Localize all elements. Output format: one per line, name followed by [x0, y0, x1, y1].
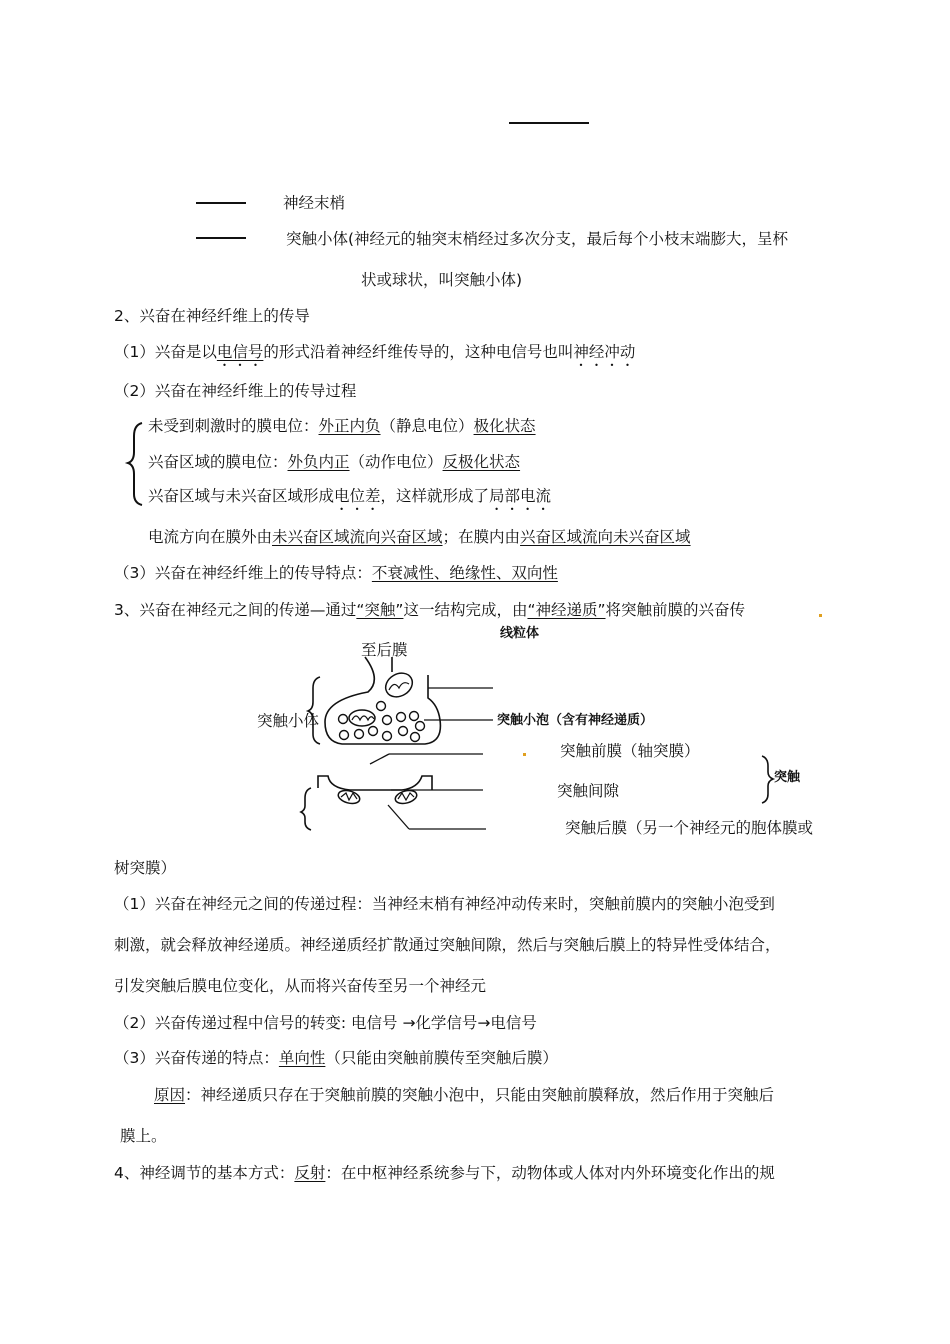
cur-b: 未兴奋区域流向兴奋区域 — [272, 528, 443, 546]
mitochondrion-icon — [381, 668, 416, 701]
nerve-ending-label: 神经末梢 — [283, 194, 346, 212]
reason-line-2: 膜上。 — [120, 1127, 167, 1145]
local-current: 局部电流 — [489, 487, 552, 505]
section-3-title-cont: 至后膜 — [361, 641, 408, 659]
resting-label: 未受到刺激时的膜电位： — [148, 417, 319, 435]
cleft-label: 突触间隙 — [557, 782, 620, 800]
sec2-p1-c: 的形式沿着神经纤维传导的，这种电信号也叫 — [263, 343, 574, 361]
leader-post-tick — [388, 805, 409, 829]
sec3-p2: （2）兴奋传递过程中信号的转变: 电信号 →化学信号→电信号 — [114, 1014, 537, 1032]
sec2-p1-a: （1）兴奋是以 — [114, 343, 217, 361]
mitochondrion-icon — [337, 788, 361, 805]
synapse-body-def-1: 突触小体(神经元的轴突末梢经过多次分支，最后每个小枝末端膨大，呈杯 — [286, 230, 789, 248]
synaptic-knob-label: 突触小体 — [257, 712, 320, 730]
reason-label: 原因 — [154, 1086, 186, 1104]
cur-a: 电流方向在膜外由 — [148, 528, 273, 546]
synapse-label: 突触 — [774, 770, 801, 785]
sec2-line-2 — [148, 452, 520, 472]
mitochondria-label: 线粒体 — [500, 626, 540, 641]
sec2-p2: （2）兴奋在神经纤维上的传导过程 — [114, 382, 357, 400]
s3p3-c: （只能由突触前膜传至突触后膜） — [325, 1049, 558, 1067]
s3p3-a: （3）兴奋传递的特点： — [114, 1049, 279, 1067]
reason-line-1 — [154, 1085, 774, 1105]
t3-c: 这一结构完成，由 — [403, 601, 528, 619]
current-direction — [148, 527, 691, 547]
mitochondrion-icon — [394, 788, 418, 805]
sec3-p3 — [114, 1048, 558, 1068]
sec2-line-1 — [148, 416, 536, 436]
potential-diff: 电位差 — [334, 487, 381, 505]
polarized-state: 极化状态 — [473, 417, 536, 435]
post-brace — [301, 788, 311, 830]
excited-note: （动作电位） — [349, 453, 443, 471]
synaptic-vesicles — [339, 702, 425, 742]
resting-note: （静息电位） — [380, 417, 474, 435]
section-2-title: 2、兴奋在神经纤维上的传导 — [114, 307, 310, 325]
sec3-p1-line3: 引发突触后膜电位变化，从而将兴奋传至另一个神经元 — [114, 977, 487, 995]
section-4 — [114, 1163, 775, 1183]
p3-b: 不衰减性、绝缘性、双向性 — [371, 564, 558, 582]
s3p3-b: 单向性 — [278, 1049, 326, 1067]
electric-signal: 电信号 — [216, 343, 264, 361]
p3-a: （3）兴奋在神经纤维上的传导特点： — [114, 564, 372, 582]
s4-c: ：在中枢神经系统参与下，动物体或人体对内外环境变化作出的规 — [325, 1164, 775, 1182]
leader-pre-tick — [370, 754, 389, 764]
s4-a: 4、神经调节的基本方式： — [114, 1164, 295, 1182]
synapse-body-def-2: 状或球状，叫突触小体) — [361, 271, 523, 289]
reason-text: ：神经递质只存在于突触前膜的突触小泡中，只能由突触前膜释放，然后作用于突触后 — [185, 1086, 775, 1104]
sec2-line-3 — [148, 486, 551, 514]
cur-d: 兴奋区域流向未兴奋区域 — [520, 528, 691, 546]
post-membrane-label: 突触后膜（另一个神经元的胞体膜或 — [565, 819, 814, 837]
postsynaptic-membrane — [318, 776, 432, 790]
sec3-p1-line1: （1）兴奋在神经元之间的传递过程：当神经末梢有神经冲动传来时，突触前膜内的突触小泡受到 — [114, 895, 775, 913]
t3-b: “突触” — [356, 601, 404, 619]
left-brace — [128, 423, 142, 505]
excited-label: 兴奋区域的膜电位： — [148, 453, 288, 471]
potential-diff-label: 兴奋区域与未兴奋区域形成 — [148, 487, 335, 505]
cur-c: ；在膜内由 — [442, 528, 521, 546]
resting-value: 外正内负 — [318, 417, 381, 435]
sec3-p1-line2: 刺激，就会释放神经递质。神经递质经扩散通过突触间隙，然后与突触后膜上的特异性受体结合， — [114, 936, 781, 954]
excited-value: 外负内正 — [287, 453, 350, 471]
local-current-label: ，这样就形成了 — [380, 487, 490, 505]
t3-d: “神经递质” — [527, 601, 606, 619]
t3-e: 将突触前膜的兴奋传 — [605, 601, 746, 619]
section-3-title — [114, 600, 745, 620]
depolarized-state: 反极化状态 — [442, 453, 521, 471]
sec2-p3 — [114, 563, 558, 583]
synapse-brace — [762, 756, 773, 803]
post-membrane-cont: 树突膜） — [114, 859, 177, 877]
reflex: 反射 — [294, 1164, 326, 1182]
vesicle-label: 突触小泡（含有神经递质） — [497, 713, 654, 728]
t3-a: 3、兴奋在神经元之间的传递—通过 — [114, 601, 357, 619]
nerve-impulse: 神经冲动 — [573, 343, 636, 361]
pre-membrane-label: 突触前膜（轴突膜） — [560, 742, 700, 760]
